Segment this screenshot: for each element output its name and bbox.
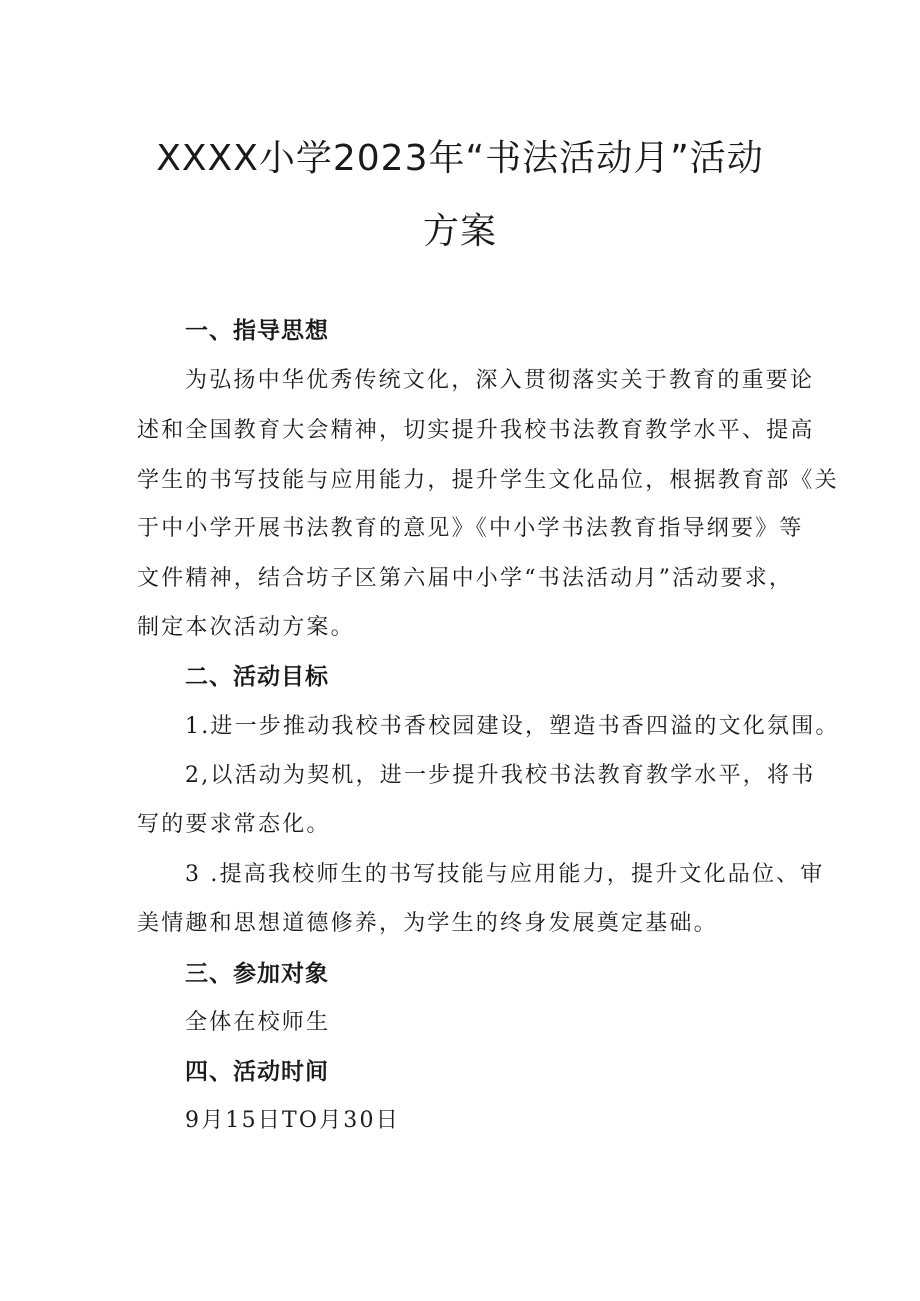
section-heading-activity-goals: 二、活动目标	[185, 664, 329, 690]
section-heading-participants: 三、参加对象	[185, 961, 329, 987]
paragraph-line: 述和全国教育大会精神，切实提升我校书法教育教学水平、提高	[137, 418, 815, 443]
paragraph-line: 为弘扬中华优秀传统文化，深入贯彻落实关于教育的重要论	[185, 368, 815, 393]
goal-item-continued: 写的要求常态化。	[137, 812, 331, 837]
document-title-continued: 方案	[422, 211, 497, 252]
participants-text: 全体在校师生	[185, 1010, 331, 1035]
goal-item: 3 .提高我校师生的书写技能与应用能力，提升文化品位、审	[185, 862, 825, 887]
paragraph-line: 学生的书写技能与应用能力，提升学生文化品位，根据教育部《关	[137, 468, 839, 493]
goal-item: 2,以活动为契机，进一步提升我校书法教育教学水平，将书	[185, 763, 816, 788]
paragraph-line: 文件精神，结合坊子区第六届中小学“书法活动月”活动要求，	[137, 566, 794, 591]
section-heading-activity-time: 四、活动时间	[185, 1059, 329, 1085]
activity-time-text: 9月15日TO月30日	[185, 1108, 400, 1133]
document-title: XXXX小学2023年“书法活动月”活动	[156, 138, 764, 179]
paragraph-line: 于中小学开展书法教育的意见》《中小学书法教育指导纲要》等	[137, 516, 804, 541]
goal-item: 1.进一步推动我校书香校园建设，塑造书香四溢的文化氛围。	[185, 714, 840, 739]
paragraph-line: 制定本次活动方案。	[137, 615, 355, 640]
section-heading-guiding-ideology: 一、指导思想	[185, 318, 329, 344]
goal-item-continued: 美情趣和思想道德修养，为学生的终身发展奠定基础。	[137, 911, 718, 936]
